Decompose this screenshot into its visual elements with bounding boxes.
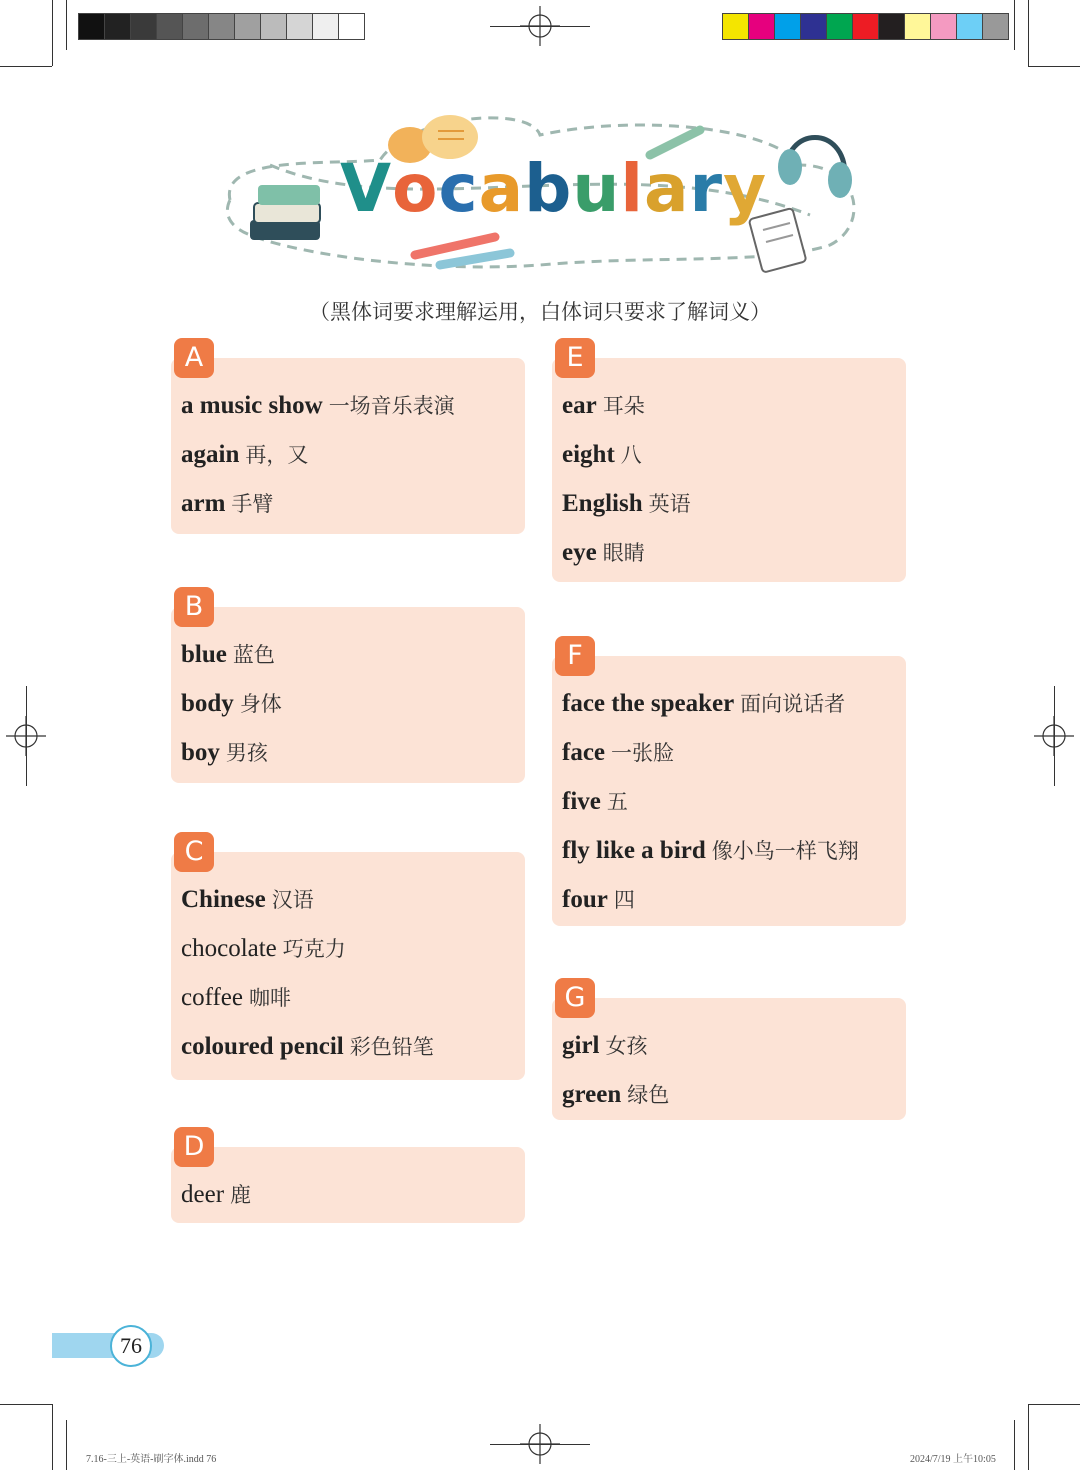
chinese-meaning: 巧克力 [282, 937, 346, 961]
vocab-entry [181, 682, 525, 731]
color-swatch [957, 14, 983, 39]
vocab-entry [562, 829, 906, 878]
english-word: eight [562, 441, 615, 468]
vocab-entry [181, 731, 525, 780]
vocabulary-title [340, 150, 767, 227]
vocab-entry [562, 531, 906, 580]
chinese-meaning: 再，又 [245, 443, 309, 467]
vocab-section-g [552, 982, 906, 1120]
english-word: coloured pencil [181, 1033, 344, 1060]
chinese-meaning: 耳朵 [602, 394, 645, 418]
vocab-entry [181, 633, 525, 682]
color-swatch [723, 14, 749, 39]
chinese-meaning: 面向说话者 [740, 692, 846, 716]
chinese-meaning: 像小鸟一样飞翔 [711, 839, 859, 863]
vocab-entry [181, 1173, 525, 1222]
usage-note: （黑体词要求理解运用，白体词只要求了解词义） [309, 300, 771, 324]
english-word: ear [562, 392, 597, 419]
chinese-meaning: 眼睛 [602, 541, 645, 565]
chinese-meaning: 鹿 [230, 1183, 252, 1207]
vocab-entry [562, 384, 906, 433]
gray-swatch [79, 14, 105, 39]
vocab-entry [562, 780, 906, 829]
english-word: fly like a bird [562, 837, 706, 864]
gray-swatch [209, 14, 235, 39]
gray-swatch [287, 14, 313, 39]
title-letter: u [572, 150, 621, 227]
english-word: blue [181, 641, 227, 668]
color-swatch [905, 14, 931, 39]
gray-swatch [313, 14, 339, 39]
chinese-meaning: 彩色铅笔 [349, 1035, 434, 1059]
chinese-meaning: 一张脸 [611, 741, 675, 765]
gray-swatch [339, 14, 364, 39]
chinese-meaning: 男孩 [225, 741, 268, 765]
gray-swatch [235, 14, 261, 39]
chinese-meaning: 咖啡 [249, 986, 291, 1010]
chinese-meaning: 四 [613, 888, 635, 912]
section-letter-badge: C [174, 832, 214, 872]
page-number: 76 [110, 1325, 152, 1367]
english-word: coffee [181, 984, 243, 1011]
crayons-icon [415, 237, 510, 265]
section-letter-badge: A [174, 338, 214, 378]
gray-swatch [131, 14, 157, 39]
title-letter: V [340, 150, 393, 227]
chinese-meaning: 八 [620, 443, 642, 467]
chinese-meaning: 女孩 [605, 1034, 648, 1058]
english-word: face the speaker [562, 690, 735, 717]
chinese-meaning: 手臂 [231, 492, 274, 516]
chinese-meaning: 英语 [648, 492, 691, 516]
title-letter: r [689, 150, 724, 227]
vocab-entry [562, 682, 906, 731]
color-swatch [931, 14, 957, 39]
title-letter: y [723, 150, 768, 227]
title-letter: b [524, 150, 573, 227]
section-letter-badge: E [555, 338, 595, 378]
color-swatch [749, 14, 775, 39]
vocab-entry [181, 878, 525, 927]
english-word: eye [562, 539, 597, 566]
vocab-entry [562, 878, 906, 927]
color-swatch [983, 14, 1008, 39]
vocab-entry [562, 1024, 906, 1073]
vocab-entry [181, 384, 525, 433]
vocab-entry [562, 433, 906, 482]
english-word: girl [562, 1032, 600, 1059]
gray-swatch [183, 14, 209, 39]
vocab-entry [181, 482, 525, 531]
vocab-entry [562, 482, 906, 531]
english-word: face [562, 739, 606, 766]
english-word: body [181, 690, 234, 717]
english-word: English [562, 490, 643, 517]
grayscale-calibration-strip [78, 13, 365, 40]
title-letter: l [620, 150, 644, 227]
section-letter-badge: F [555, 636, 595, 676]
section-letter-badge: D [174, 1127, 214, 1167]
english-word: arm [181, 490, 226, 517]
chinese-meaning: 五 [606, 790, 628, 814]
color-calibration-strip [722, 13, 1009, 40]
vocab-section-d [171, 1131, 525, 1223]
english-word: a music show [181, 392, 323, 419]
vocab-entry [181, 976, 525, 1025]
title-letter: a [478, 150, 525, 227]
vocab-section-e [552, 342, 906, 582]
vocab-entry [181, 1025, 525, 1074]
color-swatch [775, 14, 801, 39]
chinese-meaning: 蓝色 [232, 643, 275, 667]
gray-swatch [261, 14, 287, 39]
color-swatch [801, 14, 827, 39]
english-word: green [562, 1081, 622, 1108]
chinese-meaning: 汉语 [271, 888, 314, 912]
title-letter: a [643, 150, 690, 227]
vocab-entry [562, 731, 906, 780]
footer-timestamp: 2024/7/19 上午10:05 [910, 1454, 996, 1465]
footer-file-info: 7.16-三上-英语-刷字体.indd 76 [86, 1454, 217, 1465]
vocab-section-c [171, 836, 525, 1080]
title-letter: c [438, 150, 479, 227]
chinese-meaning: 身体 [239, 692, 282, 716]
section-letter-badge: G [555, 978, 595, 1018]
vocab-entry [181, 433, 525, 482]
english-word: four [562, 886, 608, 913]
english-word: again [181, 441, 240, 468]
chinese-meaning: 一场音乐表演 [328, 394, 455, 418]
color-swatch [853, 14, 879, 39]
english-word: Chinese [181, 886, 266, 913]
vocab-entry [562, 1073, 906, 1122]
section-letter-badge: B [174, 587, 214, 627]
english-word: five [562, 788, 601, 815]
gray-swatch [105, 14, 131, 39]
books-icon [250, 185, 320, 240]
vocab-section-f [552, 640, 906, 926]
english-word: boy [181, 739, 220, 766]
english-word: deer [181, 1181, 225, 1208]
vocab-section-a [171, 342, 525, 534]
gray-swatch [157, 14, 183, 39]
english-word: chocolate [181, 935, 277, 962]
title-letter: o [392, 150, 439, 227]
vocab-entry [181, 927, 525, 976]
chinese-meaning: 绿色 [627, 1083, 670, 1107]
color-swatch [879, 14, 905, 39]
color-swatch [827, 14, 853, 39]
vocab-section-b [171, 591, 525, 783]
